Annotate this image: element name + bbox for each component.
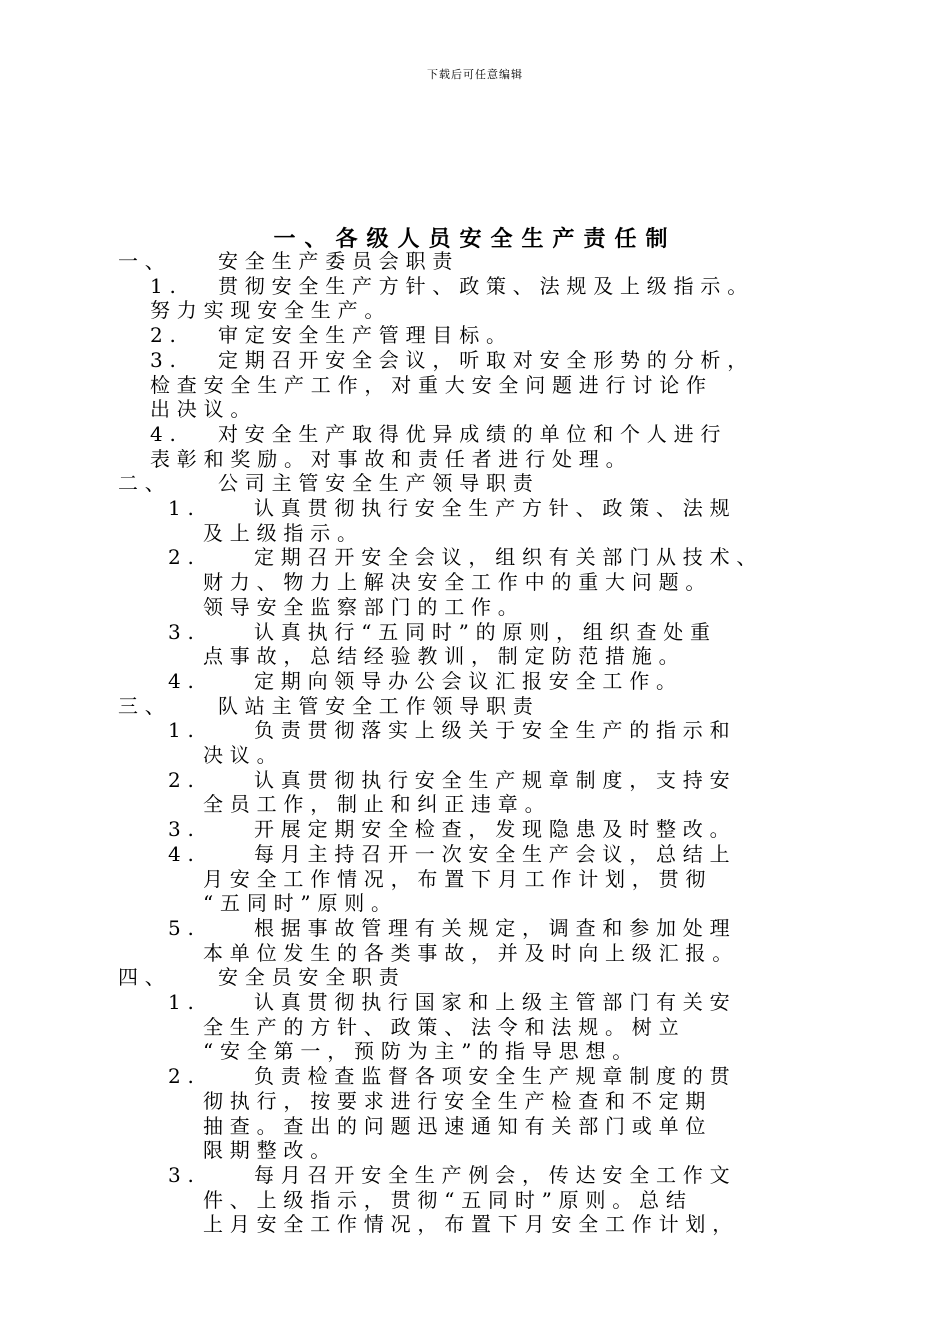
body-line: 本单位发生的各类事故，并及时向上级汇报。: [203, 940, 739, 965]
body-line: 检查安全生产工作，对重大安全问题进行讨论作: [150, 372, 713, 397]
body-line: 安全员安全职责: [218, 965, 406, 990]
body-line: 点事故，总结经验教训，制定防范措施。: [203, 644, 686, 669]
body-line: 及上级指示。: [203, 520, 364, 545]
body-line: 认真执行“五同时”的原则，组织查处重: [254, 619, 717, 644]
body-line: 决议。: [203, 743, 284, 767]
body-line: 负责贯彻落实上级关于安全生产的指示和: [254, 718, 737, 743]
item-number: 1.: [168, 718, 201, 743]
body-line: 开展定期安全检查，发现隐患及时整改。: [254, 817, 737, 842]
item-number: 4.: [168, 668, 201, 693]
body-line: 领导安全监察部门的工作。: [203, 594, 525, 619]
item-number: 4.: [150, 421, 183, 446]
item-number: 二、: [118, 471, 172, 496]
body-line: 认真贯彻执行安全生产方针、政策、法规: [254, 496, 737, 520]
body-line: 月安全工作情况，布置下月工作计划，贯彻: [203, 866, 713, 891]
body-line: 认真贯彻执行安全生产规章制度，支持安: [254, 767, 737, 792]
item-number: 1.: [168, 496, 201, 520]
item-number: 1.: [168, 990, 201, 1014]
item-number: 四、: [118, 965, 172, 990]
body-line: “安全第一，预防为主”的指导思想。: [203, 1039, 640, 1064]
body-line: 表彰和奖励。对事故和责任者进行处理。: [150, 446, 633, 471]
body-line: 全员工作，制止和纠正违章。: [203, 792, 552, 817]
item-number: 3.: [168, 817, 201, 842]
body-line: 安全生产委员会职责: [218, 249, 460, 273]
body-line: 彻执行，按要求进行安全生产检查和不定期: [203, 1088, 713, 1113]
item-number: 1.: [150, 273, 183, 298]
body-line: 定期向领导办公会议汇报安全工作。: [254, 668, 683, 693]
body-line: 对安全生产取得优异成绩的单位和个人进行: [218, 421, 728, 446]
body-line: 认真贯彻执行国家和上级主管部门有关安: [254, 990, 737, 1014]
body-line: “五同时”原则。: [203, 891, 398, 916]
body-line: 财力、物力上解决安全工作中的重大问题。: [203, 570, 713, 595]
body-line: 件、上级指示，贯彻“五同时”原则。总结: [203, 1187, 693, 1212]
body-line: 限期整改。: [203, 1138, 337, 1163]
body-line: 审定安全生产管理目标。: [218, 323, 513, 348]
body-line: 定期召开安全会议，组织有关部门从技术、: [254, 545, 764, 570]
body-line: 出决议。: [150, 397, 258, 422]
body-line: 根据事故管理有关规定，调查和参加处理: [254, 915, 737, 940]
body-line: 定期召开安全会议，听取对安全形势的分析，: [218, 347, 754, 372]
item-number: 2.: [168, 767, 201, 792]
body-line: 全生产的方针、政策、法令和法规。树立: [203, 1014, 686, 1039]
document-title: 一、各级人员安全生产责任制: [273, 226, 677, 252]
item-number: 2.: [168, 1064, 201, 1089]
body-line: 上月安全工作情况，布置下月安全工作计划，: [203, 1212, 739, 1237]
body-line: 努力实现安全生产。: [150, 298, 392, 323]
item-number: 3.: [150, 347, 183, 372]
body-line: 公司主管安全生产领导职责: [218, 471, 540, 496]
body-line: 抽查。查出的问题迅速通知有关部门或单位: [203, 1113, 713, 1138]
page-header: 下载后可任意编辑: [427, 68, 523, 81]
item-number: 2.: [150, 323, 183, 348]
body-line: 每月主持召开一次安全生产会议，总结上: [254, 841, 737, 866]
body-line: 每月召开安全生产例会，传达安全工作文: [254, 1162, 737, 1187]
body-line: 贯彻安全生产方针、政策、法规及上级指示。: [218, 273, 754, 298]
item-number: 三、: [118, 693, 172, 718]
body-line: 负责检查监督各项安全生产规章制度的贯: [254, 1064, 737, 1089]
item-number: 3.: [168, 1162, 201, 1187]
item-number: 5.: [168, 915, 201, 940]
item-number: 2.: [168, 545, 201, 570]
item-number: 4.: [168, 841, 201, 866]
item-number: 3.: [168, 619, 201, 644]
item-number: 一、: [118, 249, 172, 273]
body-line: 队站主管安全工作领导职责: [218, 693, 540, 718]
